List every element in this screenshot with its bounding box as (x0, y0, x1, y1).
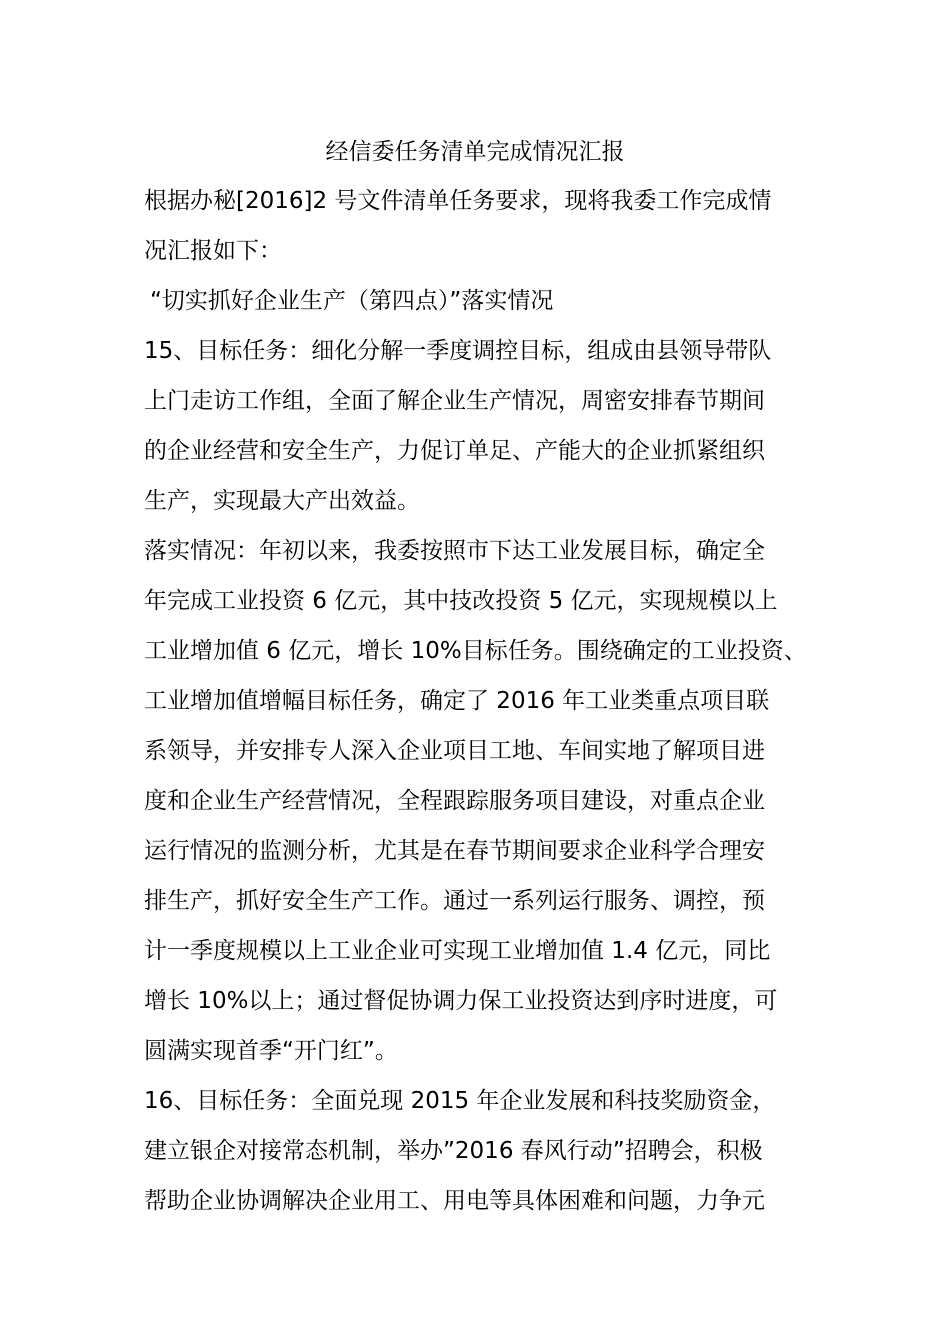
body-line: 16、目标任务：全面兑现 2015 年企业发展和科技奖励资金， (144, 1088, 776, 1114)
body-line: 系领导，并安排专人深入企业项目工地、车间实地了解项目进 (144, 738, 765, 764)
body-line: 帮助企业协调解决企业用工、用电等具体困难和问题，力争元 (144, 1188, 765, 1214)
body-line: 排生产，抓好安全生产工作。通过一系列运行服务、调控，预 (144, 888, 765, 914)
body-line: 落实情况：年初以来，我委按照市下达工业发展目标，确定全 (144, 538, 765, 564)
body-line: 计一季度规模以上工业企业可实现工业增加值 1.4 亿元，同比 (144, 938, 771, 964)
body-line: 运行情况的监测分析，尤其是在春节期间要求企业科学合理安 (144, 838, 765, 864)
body-line: 况汇报如下： (144, 238, 282, 264)
body-line: 圆满实现首季“开门红”。 (144, 1038, 398, 1064)
body-line: 的企业经营和安全生产，力促订单足、产能大的企业抓紧组织 (144, 438, 765, 464)
body-line: 15、目标任务：细化分解一季度调控目标，组成由县领导带队 (144, 338, 772, 364)
body-line: 建立银企对接常态机制，举办”2016 春风行动”招聘会，积极 (144, 1138, 763, 1164)
body-line: 生产，实现最大产出效益。 (144, 488, 420, 514)
body-line: 上门走访工作组，全面了解企业生产情况，周密安排春节期间 (144, 388, 765, 414)
section-heading: “切实抓好企业生产（第四点）”落实情况 (150, 288, 554, 314)
body-line: 工业增加值 6 亿元，增长 10%目标任务。围绕确定的工业投资、 (144, 638, 807, 664)
body-line: 工业增加值增幅目标任务，确定了 2016 年工业类重点项目联 (144, 688, 770, 714)
body-line: 增长 10%以上；通过督促协调力保工业投资达到序时进度，可 (144, 988, 778, 1014)
document-title: 经信委任务清单完成情况汇报 (325, 139, 625, 165)
body-line: 根据办秘[2016]2 号文件清单任务要求，现将我委工作完成情 (144, 188, 772, 214)
body-line: 年完成工业投资 6 亿元，其中技改投资 5 亿元，实现规模以上 (144, 588, 778, 614)
body-line: 度和企业生产经营情况，全程跟踪服务项目建设，对重点企业 (144, 788, 765, 814)
